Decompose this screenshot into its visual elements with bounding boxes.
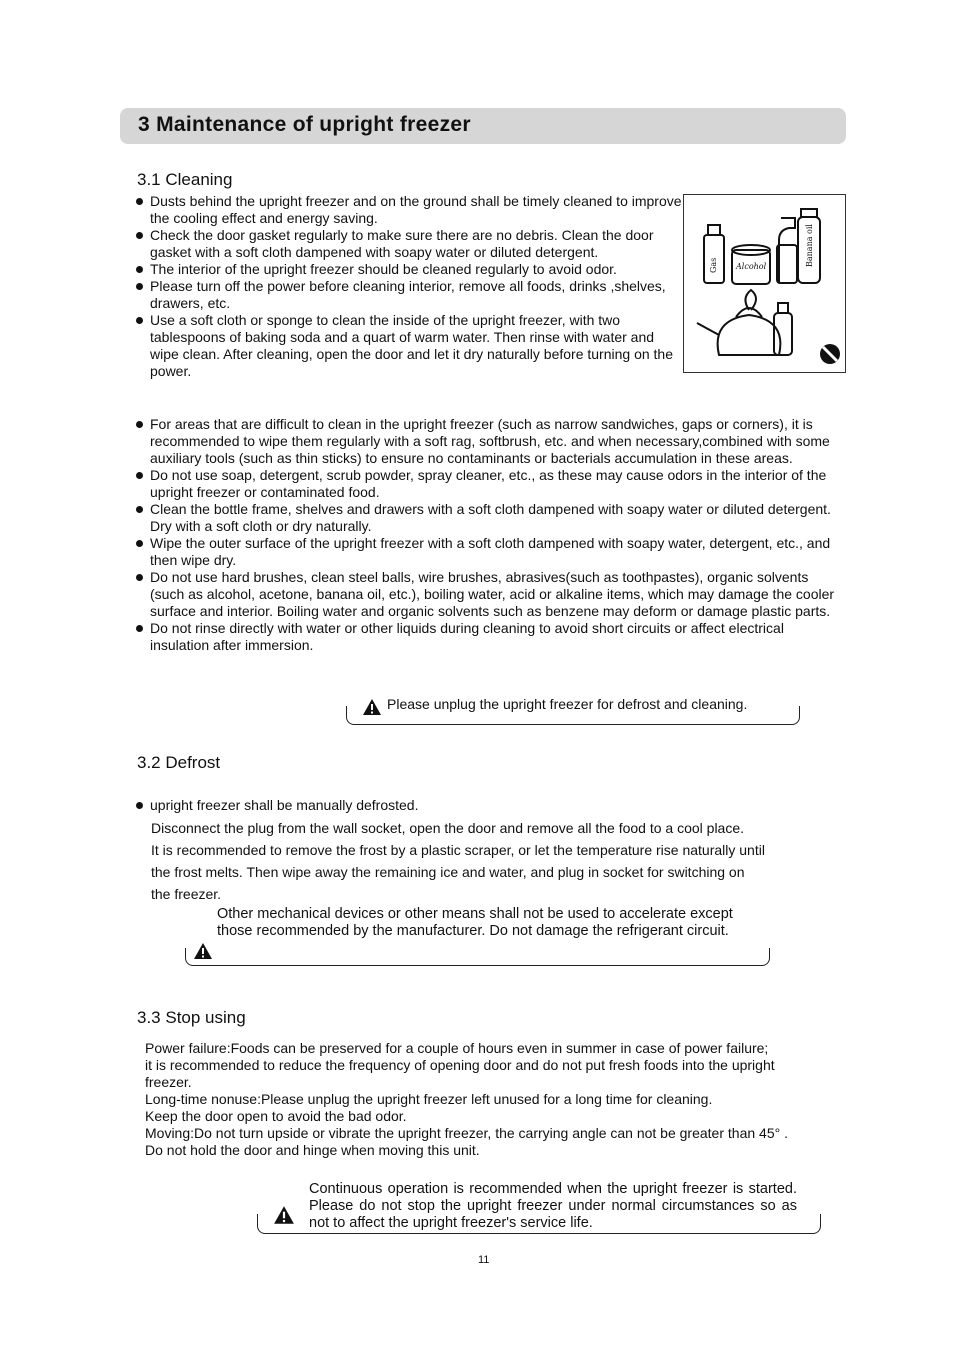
prohibited-cleaners-illustration: [683, 194, 846, 373]
list-item: Do not use soap, detergent, scrub powder, spray cleaner, etc., as these may cause odors in the interior of the upright freezer or contaminated food.: [135, 467, 845, 501]
cleaners-icon: [684, 195, 845, 372]
page-number: 11: [478, 1254, 490, 1266]
stop-using-line: it is recommended to reduce the frequency of opening door and do not put fresh foods into the upright: [145, 1057, 775, 1073]
defrost-line: the frost melts. Then wipe away the remaining ice and water, and plug in socket for switching on: [151, 864, 745, 880]
gas-label: Gas: [709, 257, 718, 273]
cleaning-list-bottom: [135, 416, 845, 654]
warning-icon: [362, 698, 382, 716]
section-title-bar: [120, 108, 846, 144]
list-item: Do not use hard brushes, clean steel balls, wire brushes, abrasives(such as toothpastes), organic solvents (such as alcohol, acetone, banana oil, etc.), boiling water, acid or alkaline items, which may damage the cooler surface and interior. Boiling water and organic solvents such as benzene may deform or damage plastic parts.: [135, 569, 845, 620]
stop-using-heading: 3.3 Stop using: [137, 1008, 246, 1027]
list-item: Use a soft cloth or sponge to clean the inside of the upright freezer, with two tablespoons of baking soda and a quart of warm water. Then rinse with water and wipe clean. After cleaning, open the door and let it dry naturally before turning on the power.: [135, 312, 683, 380]
list-item: Clean the bottle frame, shelves and drawers with a soft cloth dampened with soapy water or diluted detergent. Dry with a soft cloth or dry naturally.: [135, 501, 845, 535]
stop-using-warning-text: Continuous operation is recommended when the upright freezer is started. Please do not stop the upright freezer under normal circumstances so as not to affect the upright freezer's service life.: [309, 1181, 797, 1231]
defrost-line: Disconnect the plug from the wall socket, open the door and remove all the food to a cool place.: [151, 820, 745, 836]
cleaning-list-top: [135, 193, 683, 380]
list-item: Dusts behind the upright freezer and on the ground shall be timely cleaned to improve the cooling effect and energy saving.: [135, 193, 683, 227]
stop-using-line: freezer.: [145, 1074, 192, 1090]
defrost-list: [135, 797, 855, 814]
defrost-line: the freezer.: [151, 886, 222, 902]
stop-using-line: Moving:Do not turn upside or vibrate the upright freezer, the carrying angle can not be greater than 45° .: [145, 1125, 788, 1141]
defrost-instructions: [151, 817, 851, 905]
defrost-line: It is recommended to remove the frost by a plastic scraper, or let the temperature rise naturally until: [151, 842, 765, 858]
defrost-warning-box: [185, 948, 770, 966]
stop-using-line: Do not hold the door and hinge when moving this unit.: [145, 1142, 480, 1158]
alcohol-label: Alcohol: [736, 262, 767, 271]
list-item: For areas that are difficult to clean in the upright freezer (such as narrow sandwiches, gaps or corners), it is recommended to wipe them regularly with a soft rag, softbrush, etc. and when necessary,combined with some auxiliary tools (such as thin sticks) to ensure no contaminants or bacterials accumulation in these areas.: [135, 416, 845, 467]
stop-using-line: Keep the door open to avoid the bad odor.: [145, 1108, 407, 1124]
list-item: Wipe the outer surface of the upright freezer with a soft cloth dampened with soapy water, detergent, etc., and then wipe dry.: [135, 535, 845, 569]
stop-using-line: Power failure:Foods can be preserved for a couple of hours even in summer in case of power failure;: [145, 1040, 769, 1056]
warning-icon: [273, 1205, 295, 1225]
list-item: Check the door gasket regularly to make sure there are no debris. Clean the door gasket with a soft cloth dampened with soapy water or diluted detergent.: [135, 227, 683, 261]
stop-using-line: Long-time nonuse:Please unplug the upright freezer left unused for a long time for cleaning.: [145, 1091, 713, 1107]
cleaning-warning-text: Please unplug the upright freezer for defrost and cleaning.: [387, 696, 748, 712]
defrost-warning-text: Other mechanical devices or other means shall not be used to accelerate except those recommended by the manufacturer. Do not damage the refrigerant circuit.: [217, 906, 733, 939]
warning-icon: [193, 942, 213, 960]
list-item: Please turn off the power before cleaning interior, remove all foods, drinks ,shelves, drawers, etc.: [135, 278, 683, 312]
banana-oil-label: Banana oil: [805, 224, 814, 267]
defrost-heading: 3.2 Defrost: [137, 753, 221, 772]
prohibition-icon: [820, 344, 840, 364]
list-item: Do not rinse directly with water or other liquids during cleaning to avoid short circuits or affect electrical insulation after immersion.: [135, 620, 845, 654]
list-item: upright freezer shall be manually defrosted.: [135, 797, 855, 814]
page-title: 3 Maintenance of upright freezer: [138, 113, 471, 136]
cleaning-heading: 3.1 Cleaning: [137, 170, 233, 189]
list-item: The interior of the upright freezer should be cleaned regularly to avoid odor.: [135, 261, 683, 278]
stop-using-text: [145, 1040, 861, 1159]
